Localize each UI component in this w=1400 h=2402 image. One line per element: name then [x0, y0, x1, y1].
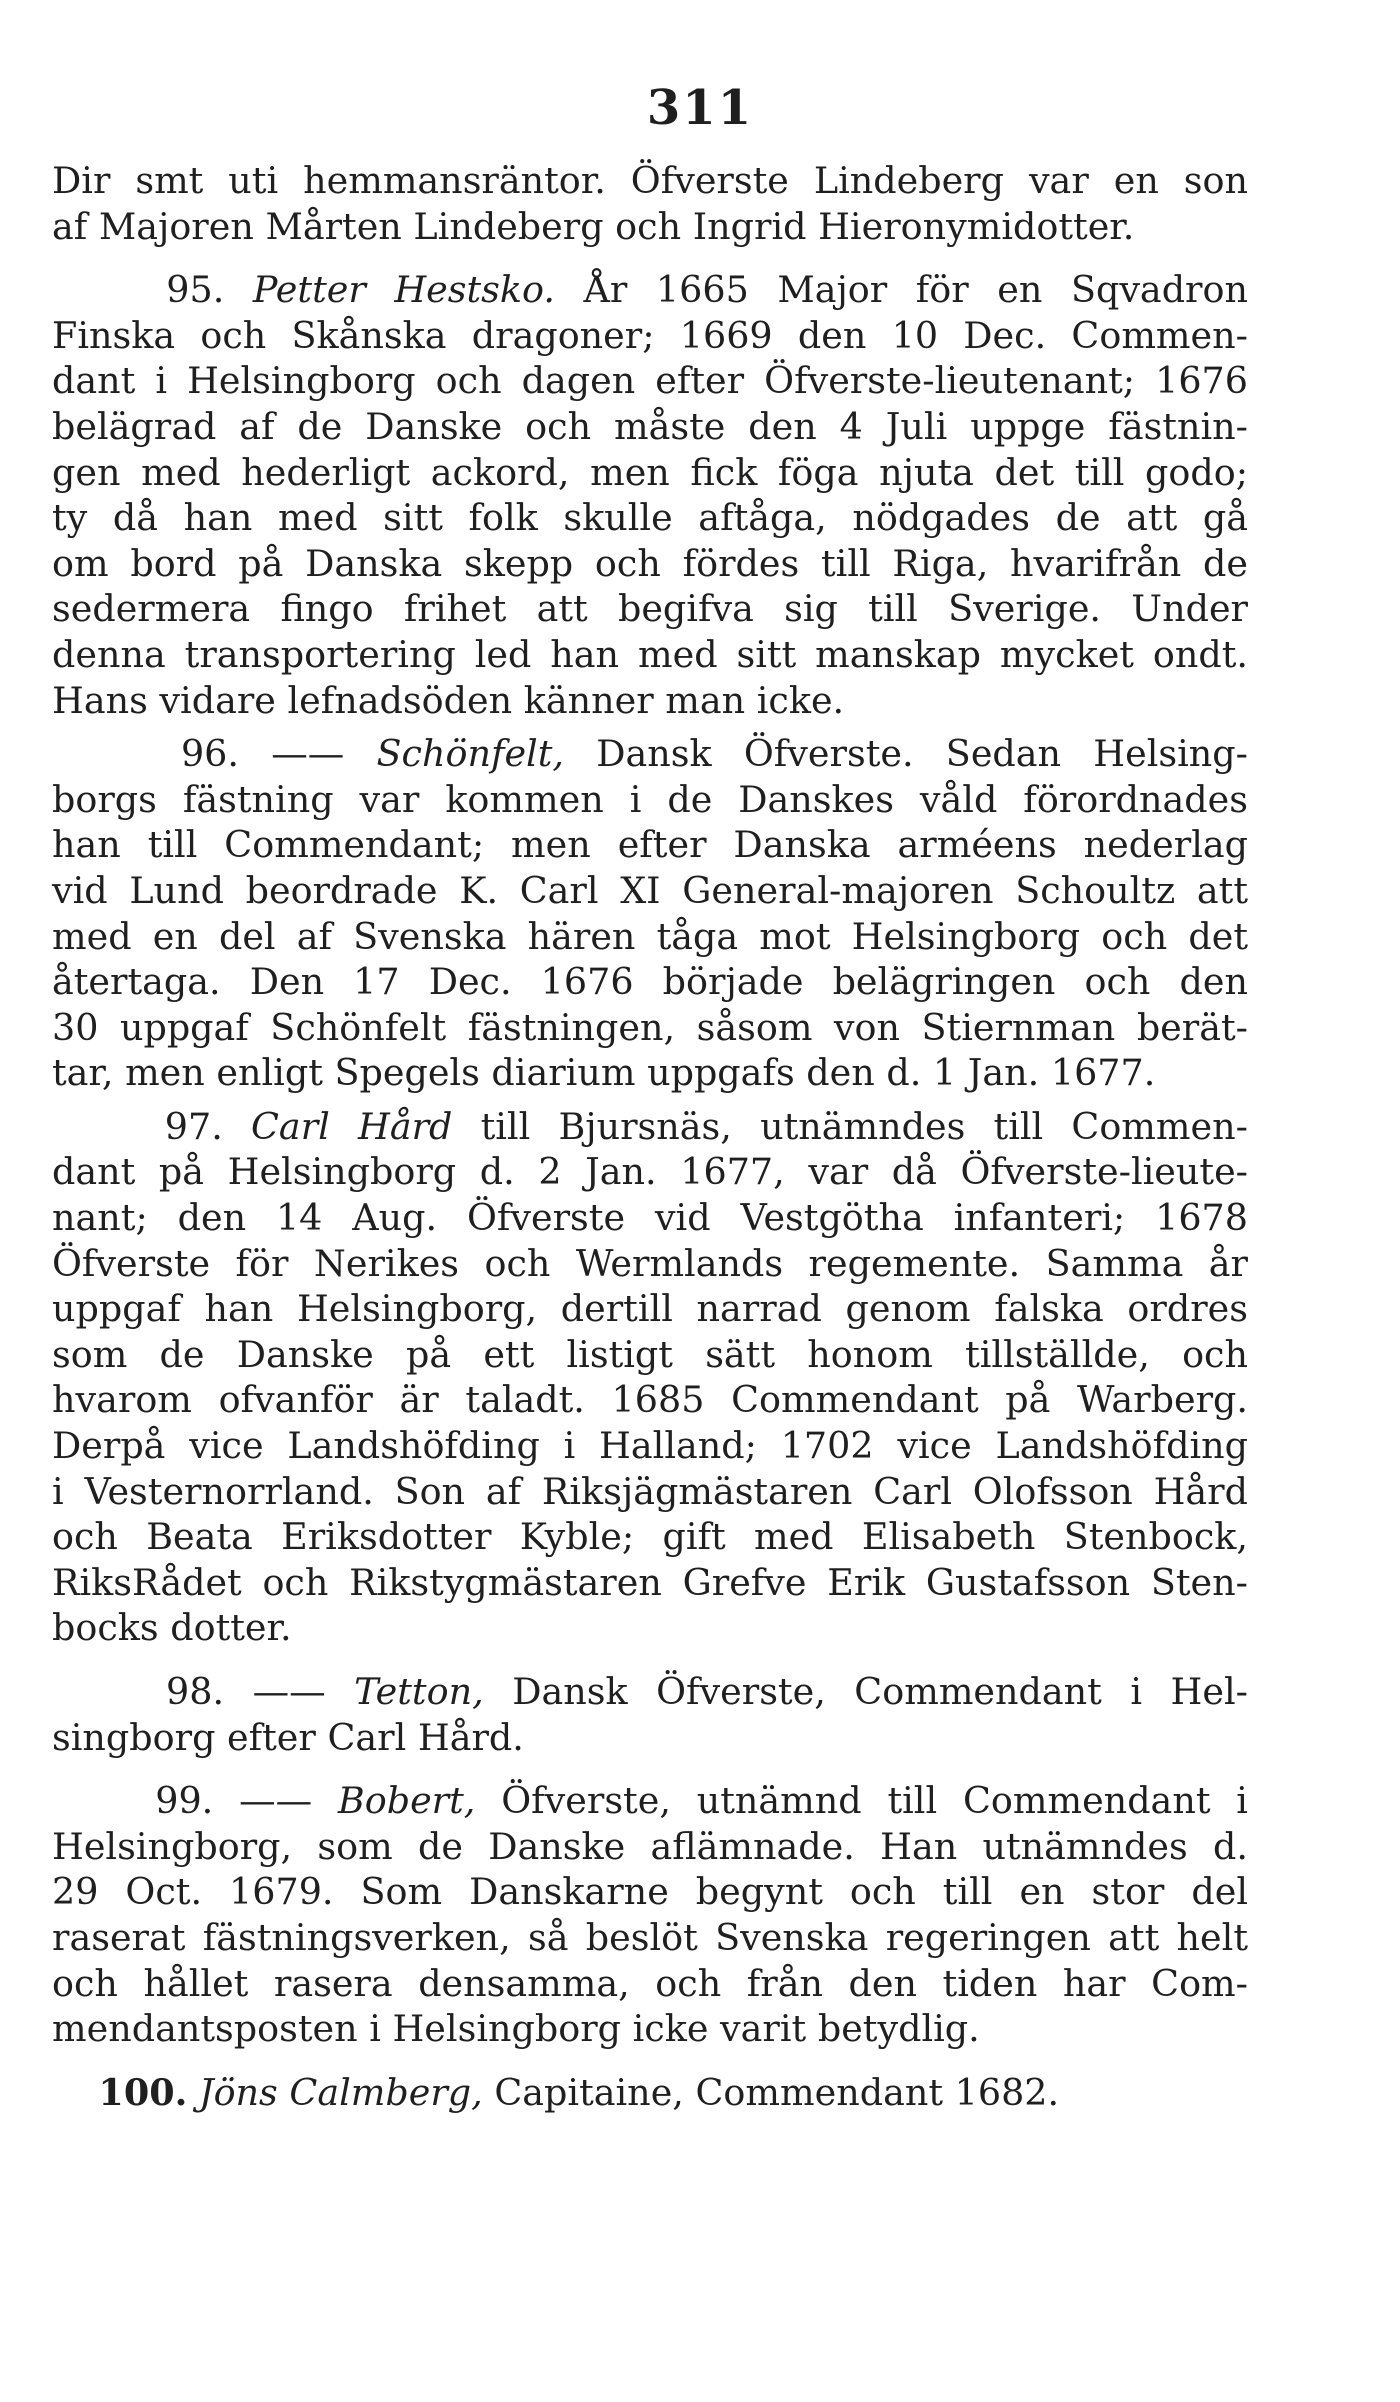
text-line: bocks dotter.: [52, 1606, 292, 1650]
entry-dash: ——: [239, 1779, 313, 1823]
entry-name: Tetton,: [354, 1670, 484, 1713]
text-line: dant på Helsingborg d. 2 Jan. 1677, var då Öfverste-lieute-: [52, 1150, 1248, 1194]
page-number: 311: [646, 80, 754, 136]
entry-99: [52, 1778, 1248, 2052]
entry-name: Schönfelt,: [376, 732, 565, 776]
text-line: Öfverste, utnämnd till Commendant i: [475, 1779, 1248, 1823]
entry-96: [52, 731, 1248, 1096]
text-line: singborg efter Carl Hård.: [52, 1715, 524, 1759]
text-line: vid Lund beordrade K. Carl XI General-majoren Schoultz att: [52, 868, 1248, 912]
text-line: Finska och Skånska dragoner; 1669 den 10 Dec. Commen-: [52, 313, 1248, 357]
text-line: gen med hederligt ackord, men fick föga njuta det till godo;: [52, 450, 1248, 494]
entry-98: [52, 1669, 1248, 1760]
text-line: uppgaf han Helsingborg, dertill narrad genom falska ordres: [52, 1287, 1248, 1331]
entry-name: Carl Hård: [251, 1104, 453, 1148]
text-line: och Beata Eriksdotter Kyble; gift med Elisabeth Stenbock,: [52, 1515, 1248, 1559]
entry-first-line: [52, 267, 1248, 313]
text-line: 29 Oct. 1679. Som Danskarne begynt och till en stor del: [52, 1870, 1248, 1914]
text-line: Hans vidare lefnadsöden känner man icke.: [52, 678, 845, 722]
text-line: i Vesternorrland. Son af Riksjägmästaren Carl Olofsson Hård: [52, 1469, 1248, 1513]
entry-first-line: [52, 2070, 1248, 2116]
entry-95: [52, 267, 1248, 723]
text-line: dant i Helsingborg och dagen efter Öfverste-lieutenant; 1676: [52, 359, 1248, 403]
text-line: tar, men enligt Spegels diarium uppgafs den d. 1 Jan. 1677.: [52, 1051, 1156, 1095]
intro-paragraph: [52, 158, 1248, 249]
text-line: denna transportering led han med sitt manskap mycket ondt.: [52, 632, 1248, 676]
entry-100: [52, 2070, 1248, 2116]
text-line: återtaga. Den 17 Dec. 1676 började belägringen och den: [52, 960, 1248, 1004]
text-line: till Bjursnäs, utnämndes till Commen-: [452, 1104, 1248, 1148]
text-line: Dir smt uti hemmansräntor. Öfverste Lindeberg var en son: [52, 159, 1248, 202]
entry-number: 95.: [166, 268, 225, 312]
entry-dash: ——: [252, 1670, 326, 1713]
text-line: om bord på Danska skepp och fördes till Riga, hvarifrån de: [52, 541, 1248, 585]
entry-name: Bobert,: [337, 1779, 476, 1823]
entry-number: 100.: [98, 2070, 188, 2114]
text-line: belägrad af de Danske och måste den 4 Juli uppge fästnin-: [52, 404, 1248, 448]
text-line: Derpå vice Landshöfding i Halland; 1702 vice Landshöfding: [52, 1424, 1248, 1468]
entry-dash: ——: [271, 732, 345, 776]
entry-first-line: [52, 1104, 1248, 1150]
text-line: Dansk Öfverste, Commendant i Hel-: [483, 1670, 1248, 1713]
page-body: [52, 158, 1248, 2115]
text-line: hvarom ofvanför är taladt. 1685 Commendant på Warberg.: [52, 1378, 1248, 1422]
entry-number: 97.: [164, 1104, 223, 1148]
text-line: sedermera fingo frihet att begifva sig till Sverige. Under: [52, 587, 1248, 631]
text-line: nant; den 14 Aug. Öfverste vid Vestgötha infanteri; 1678: [52, 1196, 1248, 1240]
entry-first-line: [52, 731, 1248, 777]
entry-first-line: [52, 1669, 1248, 1715]
text-line: ty då han med sitt folk skulle aftåga, nödgades de att gå: [52, 496, 1248, 540]
entry-97: [52, 1104, 1248, 1651]
text-line: af Majoren Mårten Lindeberg och Ingrid Hieronymidotter.: [52, 204, 1135, 248]
text-line: Capitaine, Commendant 1682.: [482, 2070, 1060, 2114]
text-line: han till Commendant; men efter Danska arméens nederlag: [52, 823, 1248, 867]
text-line: mendantsposten i Helsingborg icke varit betydlig.: [52, 2007, 980, 2051]
entry-first-line: [52, 1778, 1248, 1824]
text-line: 30 uppgaf Schönfelt fästningen, såsom von Stiernman berät-: [52, 1005, 1248, 1049]
entry-number: 98.: [166, 1670, 225, 1713]
entry-number: 96.: [180, 732, 240, 776]
text-line: raserat fästningsverken, så beslöt Svenska regeringen att helt: [52, 1915, 1248, 1959]
text-line: Dansk Öfverste. Sedan Helsing-: [564, 732, 1249, 776]
text-line: och hållet rasera densamma, och från den tiden har Com-: [52, 1961, 1248, 2005]
entry-name: Petter Hestsko.: [252, 268, 555, 312]
text-line: borgs fästning var kommen i de Danskes våld förordnades: [52, 777, 1248, 821]
entry-name: Jöns Calmberg,: [198, 2070, 483, 2114]
text-line: med en del af Svenska hären tåga mot Helsingborg och det: [52, 914, 1248, 958]
text-line: År 1665 Major för en Sqvadron: [554, 268, 1248, 312]
text-line: RiksRådet och Rikstygmästaren Grefve Erik Gustafsson Sten-: [52, 1560, 1248, 1604]
text-line: som de Danske på ett listigt sätt honom tillställde, och: [52, 1332, 1248, 1376]
text-line: Öfverste för Nerikes och Wermlands regemente. Samma år: [52, 1241, 1248, 1285]
text-line: Helsingborg, som de Danske aflämnade. Han utnämndes d.: [52, 1824, 1248, 1868]
entry-number: 99.: [155, 1779, 214, 1823]
